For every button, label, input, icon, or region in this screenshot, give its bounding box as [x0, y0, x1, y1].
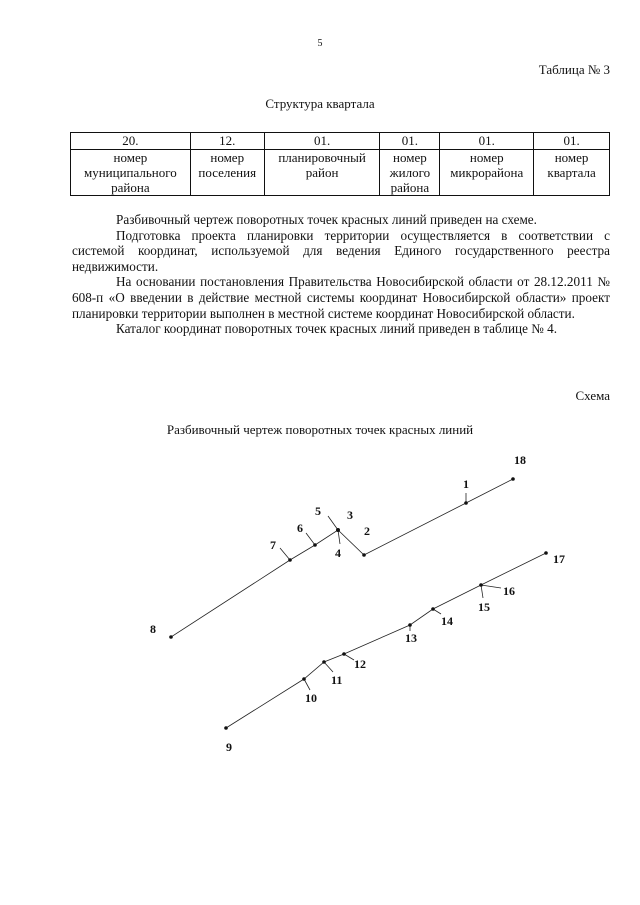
turn-point	[302, 677, 306, 681]
name-cell: планировочный район	[264, 150, 380, 196]
point-label: 6	[297, 521, 303, 535]
turn-point	[313, 543, 317, 547]
point-label: 14	[441, 614, 453, 628]
turn-point	[511, 477, 515, 481]
turn-point	[479, 583, 483, 587]
point-label: 2	[364, 524, 370, 538]
point-label: 13	[405, 631, 417, 645]
table-title: Структура квартала	[265, 96, 375, 111]
turn-point	[408, 623, 412, 627]
code-cell: 01.	[380, 133, 440, 150]
leader-line	[481, 585, 483, 598]
figure-title: Разбивочный чертеж поворотных точек красных линий	[166, 422, 474, 437]
point-label: 1	[463, 477, 469, 491]
turn-point	[342, 652, 346, 656]
point-label: 5	[315, 504, 321, 518]
point-label: 17	[553, 552, 565, 566]
point-label: 15	[478, 600, 490, 614]
name-cell: номер микрорайона	[440, 150, 534, 196]
code-cell: 01.	[534, 133, 610, 150]
point-label: 3	[347, 508, 353, 522]
point-label: 4	[335, 546, 341, 560]
page-number: 5	[317, 38, 323, 49]
code-cell: 01.	[264, 133, 380, 150]
leader-line	[280, 548, 290, 560]
scheme-label: Схема	[575, 388, 610, 403]
turn-point	[288, 558, 292, 562]
point-label: 8	[150, 622, 156, 636]
turn-point	[431, 607, 435, 611]
point-label: 7	[270, 538, 276, 552]
paragraph: Каталог координат поворотных точек красных линий приведен в таблице № 4.	[116, 321, 558, 337]
paragraph: На основании постановления Правительства Новосибирской области от 28.12.2011 № 608-п «О введении в действие местной системы координат Новосибирской области» проект планировки территории выполнен в местной системе координат Новосибирской области.	[72, 274, 610, 321]
paragraph: Разбивочный чертеж поворотных точек красных линий приведен на схеме.	[116, 212, 537, 227]
lower-red-line	[226, 553, 546, 728]
point-label: 12	[354, 657, 366, 671]
point-label: 11	[331, 673, 343, 687]
leader-line	[306, 533, 315, 545]
turn-point	[362, 553, 366, 557]
turn-point	[322, 660, 326, 664]
turn-point	[464, 501, 468, 505]
turn-point	[336, 528, 340, 532]
table-label: Таблица № 3	[538, 62, 610, 77]
point-label: 10	[305, 691, 317, 705]
leader-line	[328, 516, 338, 530]
point-label: 18	[514, 453, 526, 467]
name-cell: номер поселения	[190, 150, 264, 196]
turn-point	[544, 551, 548, 555]
paragraph: Подготовка проекта планировки территории осуществляется в соответствии с системой координат, используемой для ведения Единого государственного реестра недвижимости.	[72, 227, 610, 274]
point-label: 9	[226, 740, 232, 754]
point-label: 16	[503, 584, 515, 598]
upper-red-line	[171, 479, 513, 637]
name-cell: номер муниципального района	[71, 150, 191, 196]
code-cell: 01.	[440, 133, 534, 150]
name-cell: номер жилого района	[380, 150, 440, 196]
code-cell: 12.	[190, 133, 264, 150]
name-cell: номер квартала	[534, 150, 610, 196]
code-cell: 20.	[71, 133, 191, 150]
leader-line	[481, 585, 501, 588]
leader-line	[324, 662, 333, 672]
turn-point	[224, 726, 228, 730]
leader-line	[304, 679, 310, 690]
turn-point	[169, 635, 173, 639]
